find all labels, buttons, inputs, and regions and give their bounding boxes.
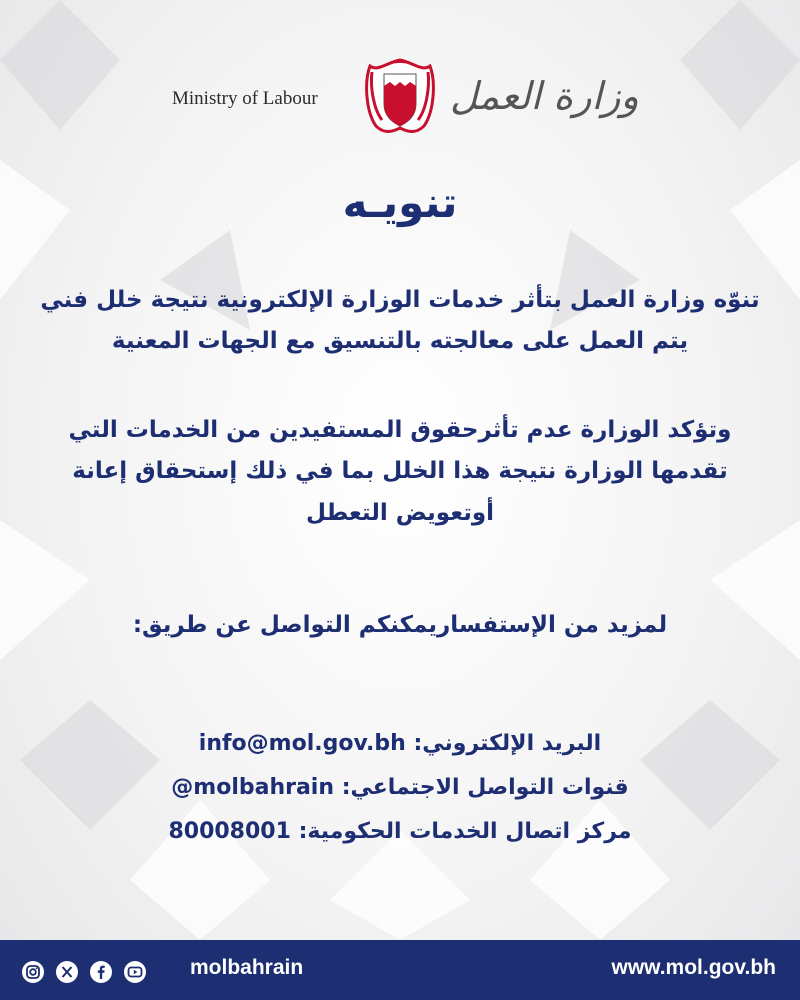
inquiry-text: لمزيد من الإستفساريمكنكم التواصل عن طريق: [132, 612, 668, 638]
instagram-icon[interactable] [22, 961, 44, 983]
header [0, 48, 800, 148]
website-link[interactable]: www.mol.gov.bh [611, 956, 776, 979]
social-handle[interactable]: molbahrain [190, 956, 304, 979]
phone-number[interactable]: 80008001 [168, 819, 291, 844]
bahrain-emblem-icon [362, 52, 438, 136]
contact-email [100, 722, 700, 766]
contact-call-center [100, 810, 700, 854]
social-handle-link[interactable]: @molbahrain [171, 775, 335, 800]
ministry-name-english: Ministry of Labour [172, 88, 318, 109]
x-icon[interactable] [56, 961, 78, 983]
contact-social [100, 766, 700, 810]
contact-list [100, 722, 700, 854]
footer-bar [0, 940, 800, 1000]
contact-label: البريد الإلكتروني: [413, 731, 602, 756]
youtube-icon[interactable] [124, 961, 146, 983]
facebook-icon[interactable] [90, 961, 112, 983]
notice-paragraph-1: تنوّه وزارة العمل بتأثر خدمات الوزارة الإلكترونية نتيجة خلل فني يتم العمل على معالجته بالتنسيق مع الجهات المعنية [40, 287, 760, 355]
contact-label: قنوات التواصل الاجتماعي: [341, 775, 629, 800]
notice-paragraph-2: وتؤكد الوزارة عدم تأثرحقوق المستفيدين من الخدمات التي تقدمها الوزارة نتيجة هذا الخلل بما في ذلك إستحقاق إعانة أوتعويض التعطل [68, 417, 732, 526]
email-link[interactable]: info@mol.gov.bh [198, 731, 406, 756]
notice-title: تنويـه [342, 178, 458, 227]
contact-label: مركز اتصال الخدمات الحكومية: [298, 819, 632, 844]
ministry-name-arabic: وزارة العمل [450, 74, 639, 118]
